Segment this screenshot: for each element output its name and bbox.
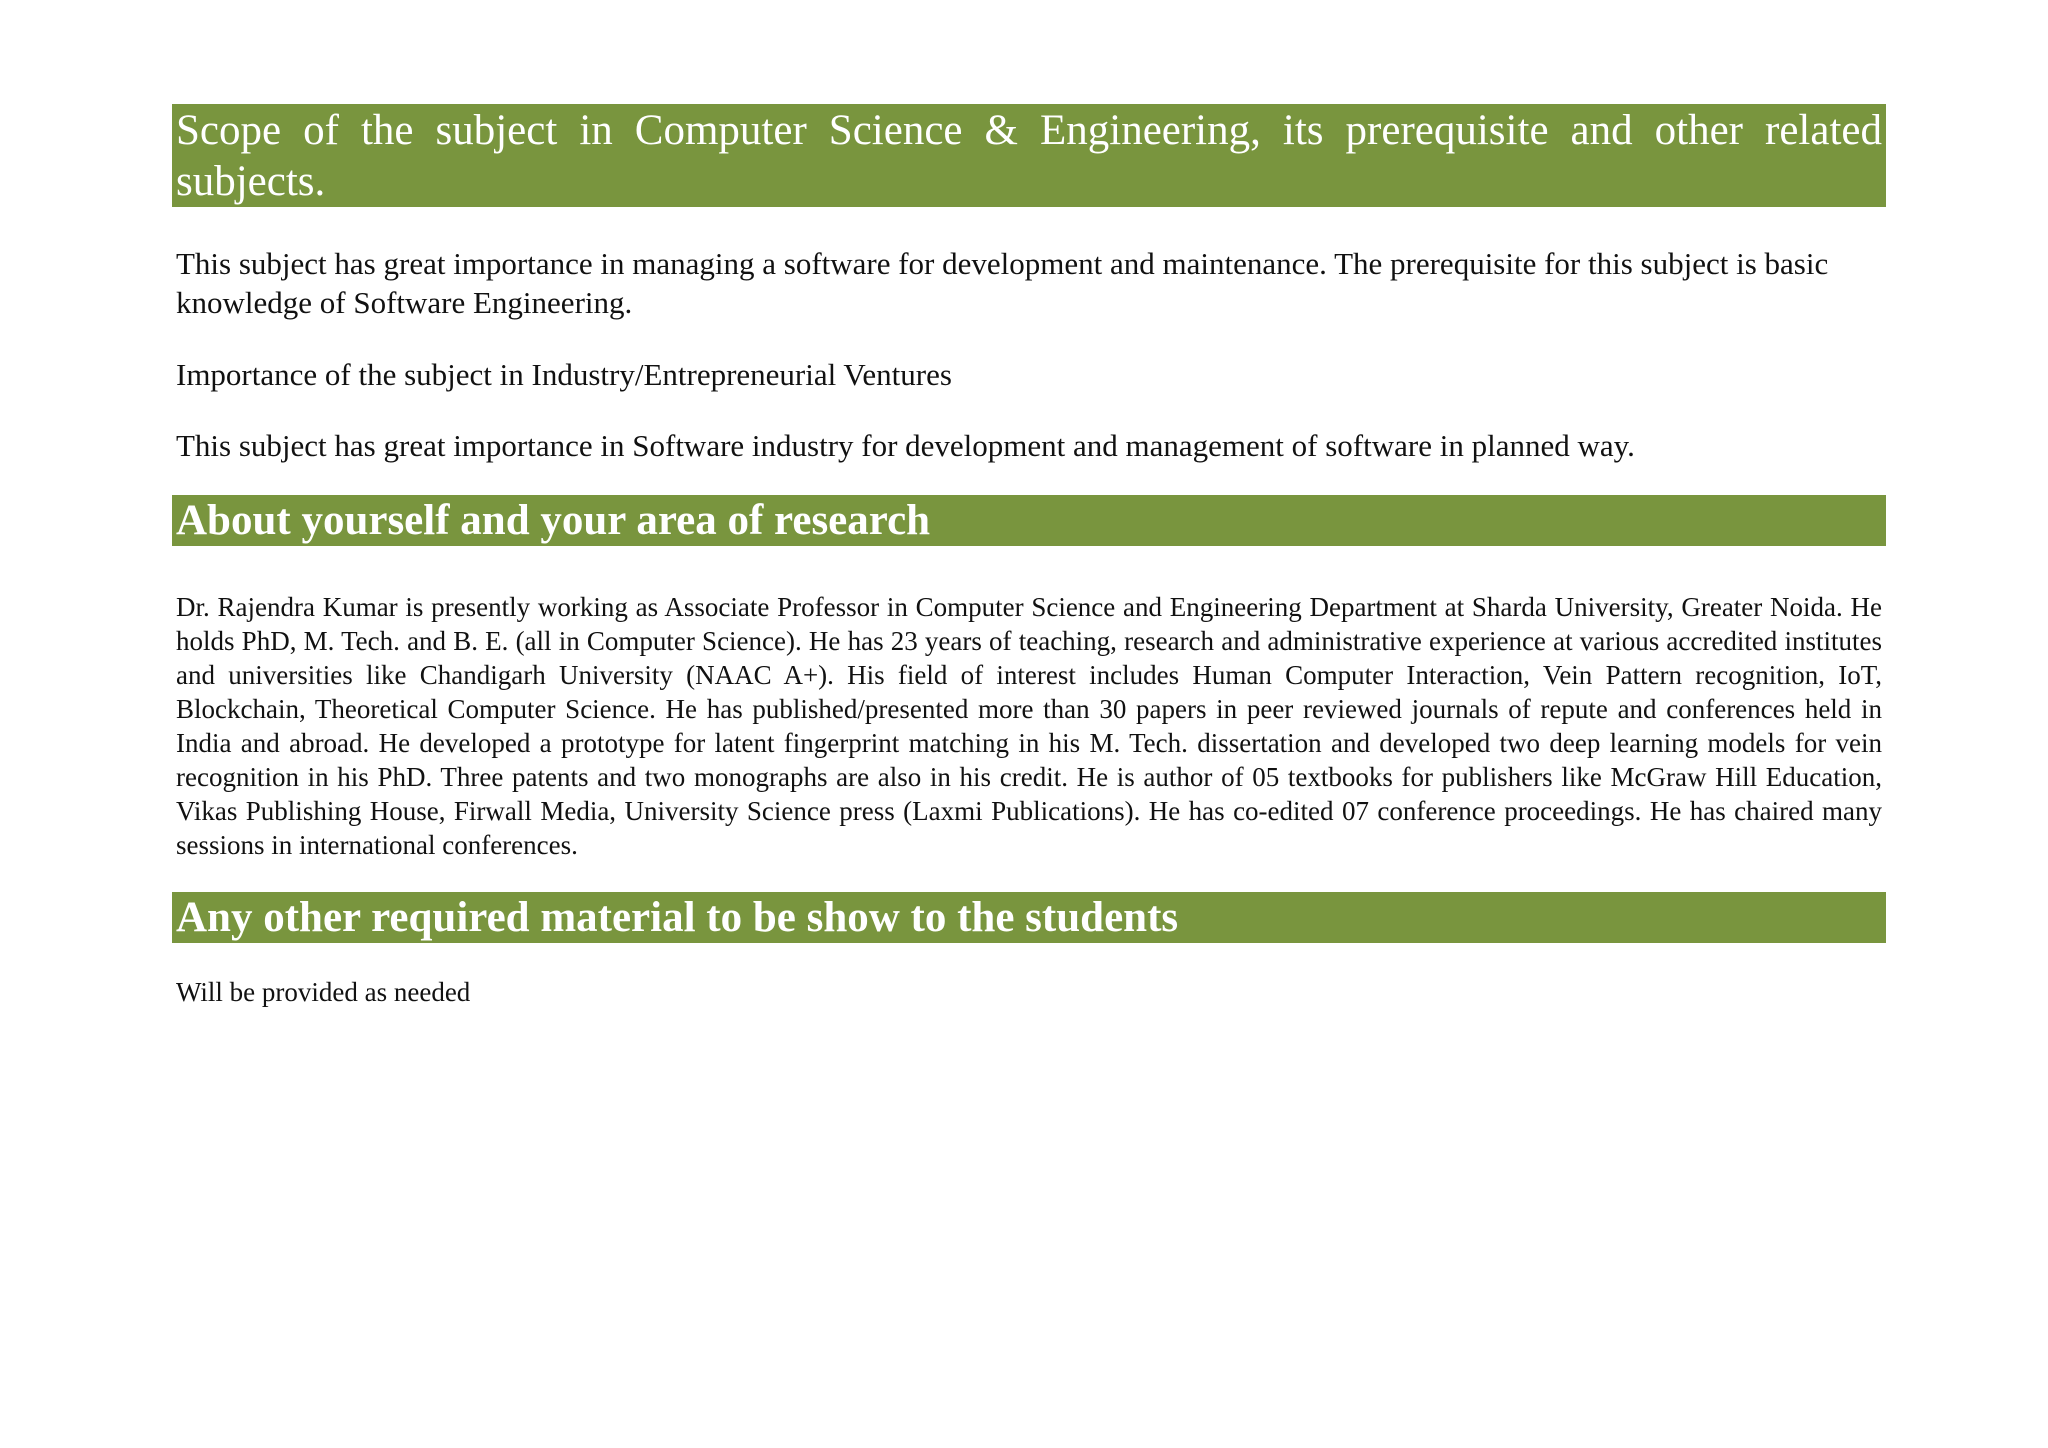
about-paragraph: Dr. Rajendra Kumar is presently working as Associate Professor in Computer Science and Engineering Department at Sharda University, Greater Noida. He holds PhD, M. Tech. and B. E. (all in Computer Science). He has 23 years of teaching, research and administrative experience at various accredited institutes and universities like Chandigarh University (NAAC A+). His field of interest includes Human Computer Interaction, Vein Pattern recognition, IoT, Blockchain, Theoretical Computer Science. He has published/presented more than 30 papers in peer reviewed journals of repute and conferences held in India and abroad. He developed a prototype for latent fingerprint matching in his M. Tech. dissertation and developed two deep learning models for vein recognition in his PhD. Three patents and two monographs are also in his credit. He is author of 05 textbooks for publishers like McGraw Hill Education, Vikas Publishing House, Firwall Media, University Science press (Laxmi Publications). He has co-edited 07 conference proceedings. He has chaired many sessions in international conferences. xyxy=(176,592,1882,860)
material-heading: Any other required material to be show to the students xyxy=(172,892,1886,943)
scope-paragraph: This subject has great importance in managing a software for development and maintenance. The prerequisite for this subject is basic knowledge of Software Engineering. xyxy=(176,246,1829,320)
material-paragraph: Will be provided as needed xyxy=(176,977,471,1007)
scope-heading: Scope of the subject in Computer Science & Engineering, its prerequisite and other related subjects. xyxy=(172,104,1886,207)
about-heading: About yourself and your area of research xyxy=(172,495,1886,546)
industry-importance-subheading: Importance of the subject in Industry/Entrepreneurial Ventures xyxy=(176,357,952,392)
document-page xyxy=(172,104,1886,1009)
industry-importance-paragraph: This subject has great importance in Software industry for development and management of software in planned way. xyxy=(176,428,1635,463)
